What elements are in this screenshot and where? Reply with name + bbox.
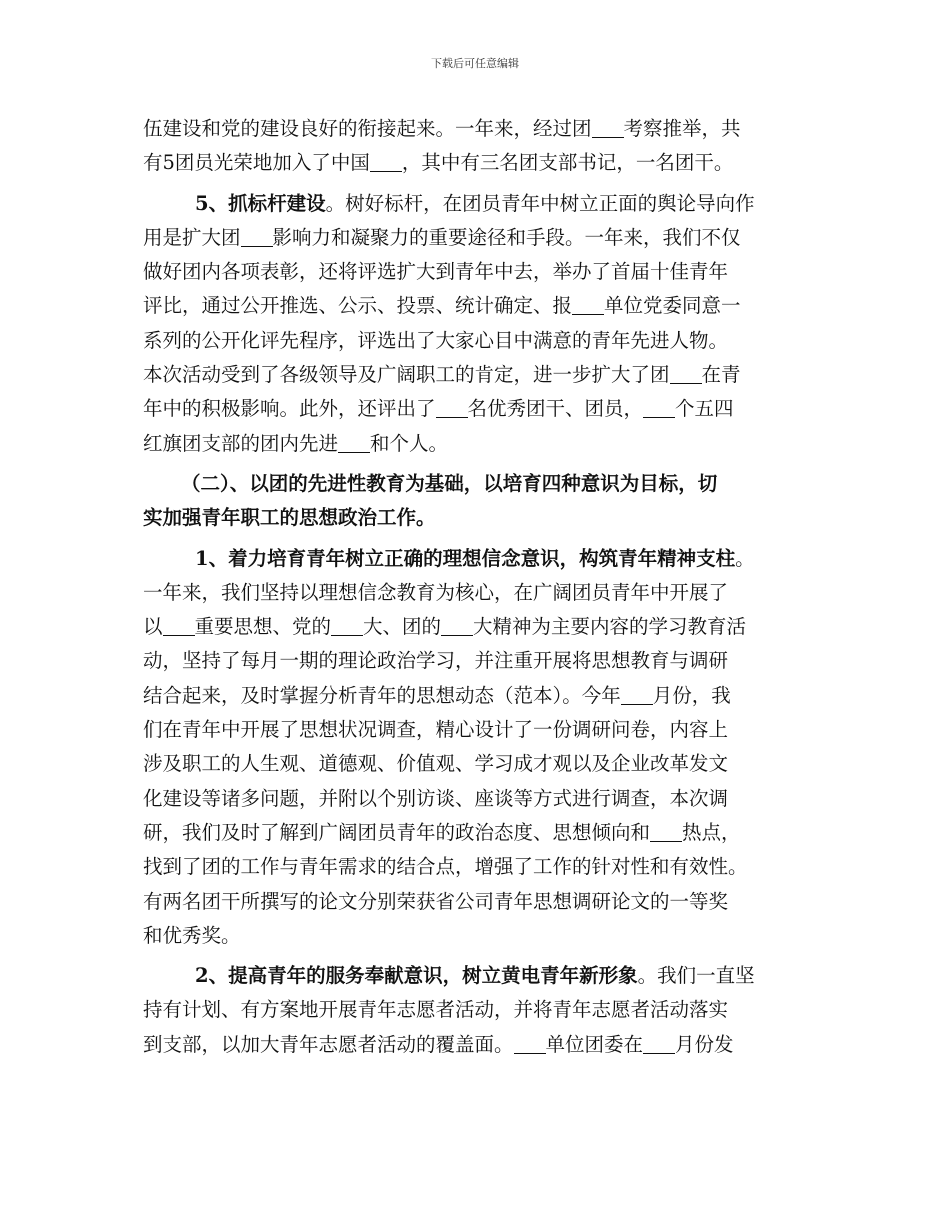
paragraph-ideals — [143, 542, 809, 954]
text-line — [143, 644, 809, 678]
heading-line: （二）、以团的先进性教育为基础，以培育四种意识为目标，切 — [181, 471, 718, 495]
paragraph-benchmark — [143, 187, 809, 461]
blank-underline — [441, 617, 473, 636]
text-line — [143, 885, 809, 919]
text-run: 和个人。 — [370, 431, 449, 455]
blank-underline — [643, 399, 675, 418]
page-header-note: 下载后可任意编辑 — [431, 57, 519, 70]
text-run: 动，坚持了每月一期的理论政治学习，并注重开展将思想教育与调研 — [143, 649, 729, 673]
text-run: 考察推举，共 — [623, 117, 741, 140]
text-run: 找到了团的工作与青年需求的结合点，增强了工作的针对性和有效性。 — [143, 855, 748, 879]
text-line — [143, 713, 809, 747]
text-run: 伍建设和党的建设良好的衔接起来。一年来，经过团 — [143, 117, 592, 140]
document-body — [143, 112, 809, 1068]
text-run: 年中的积极影响。此外，还评出了 — [143, 397, 436, 421]
heading-line: 实加强青年职工的思想政治工作。 — [143, 506, 436, 530]
text-run: 有两名团干所撰写的论文分别荣获省公司青年思想调研论文的一等奖 — [143, 889, 729, 913]
text-run: 重要思想、党的 — [194, 615, 332, 639]
text-line — [143, 679, 809, 713]
text-line — [143, 324, 809, 358]
text-run: 和优秀奖。 — [143, 923, 241, 947]
text-run: 红旗团支部的团内先进 — [143, 431, 339, 455]
text-run: 个五四 — [675, 397, 734, 421]
text-run: 一年来，我们坚持以理想信念教育为核心，在广阔团员青年中开展了 — [143, 580, 729, 604]
text-run: 名优秀团干、团员， — [467, 397, 644, 421]
text-line — [143, 959, 809, 993]
text-run: 有5团员光荣地加入了中国 — [143, 151, 370, 175]
blank-underline — [592, 119, 624, 138]
text-run: 单位党委同意一 — [604, 294, 741, 318]
text-line — [143, 392, 809, 426]
blank-underline — [436, 399, 468, 418]
paragraph-lead: 5、抓标杆建设 — [195, 191, 326, 215]
paragraph-lead: 2、提高青年的服务奉献意识，树立黄电青年新形象 — [195, 964, 638, 988]
text-line — [143, 255, 809, 289]
text-run: 单位团委在 — [545, 1032, 644, 1056]
text-run: 做好团内各项表彰，还将评选扩大到青年中去，举办了首届十佳青年 — [143, 260, 729, 284]
paragraph-service — [143, 959, 809, 1062]
text-line — [143, 919, 809, 953]
text-run: 到支部，以加大青年志愿者活动的覆盖面。 — [143, 1032, 514, 1056]
text-line — [143, 427, 809, 461]
blank-underline — [331, 617, 363, 636]
text-run: 月份，我 — [652, 683, 731, 707]
text-run: 大、团的 — [363, 615, 442, 639]
text-run: 以 — [143, 615, 163, 639]
text-run: 评比，通过公开推选、公示、投票、统计确定、报 — [143, 294, 573, 318]
text-run: 热点， — [682, 820, 741, 844]
text-line — [143, 747, 809, 781]
text-run: 化建设等诸多问题，并附以个别访谈、座谈等方式进行调查，本次调 — [143, 786, 729, 810]
text-line — [143, 850, 809, 884]
text-run: 本次活动受到了各级领导及广阔职工的肯定，进一步扩大了团 — [143, 363, 670, 387]
text-run: 。 — [735, 546, 755, 570]
text-run: 在青 — [701, 363, 741, 387]
text-line — [143, 610, 809, 644]
paragraph-lead: 1、着力培育青年树立正确的理想信念意识，构筑青年精神支柱 — [195, 546, 736, 570]
blank-underline — [670, 365, 702, 384]
blank-underline — [163, 617, 195, 636]
text-run: 大精神为主要内容的学习教育活 — [473, 615, 747, 639]
text-run: ，其中有三名团支部书记，一名团干。 — [401, 151, 734, 175]
text-run: 月份发 — [675, 1032, 734, 1056]
text-line — [143, 816, 809, 850]
text-run: 持有计划、有方案地开展青年志愿者活动，并将青年志愿者活动落实 — [143, 998, 729, 1022]
blank-underline — [621, 686, 653, 705]
blank-underline — [370, 153, 402, 172]
text-run: 结合起来，及时掌握分析青年的思想动态（范本）。今年 — [143, 683, 621, 707]
text-line — [143, 221, 809, 255]
text-line — [143, 289, 809, 323]
text-line — [143, 576, 809, 610]
text-line — [143, 993, 809, 1027]
text-line — [143, 112, 809, 146]
text-run: 们在青年中开展了思想状况调查，精心设计了一份调研问卷，内容上 — [143, 718, 729, 742]
text-run: 。我们一直坚 — [637, 964, 755, 988]
blank-underline — [650, 823, 682, 842]
text-run: 用是扩大团 — [143, 225, 241, 249]
text-run: 涉及职工的人生观、道德观、价值观、学习成才观以及企业改革发文 — [143, 752, 729, 776]
blank-underline — [572, 296, 604, 315]
text-run: 。树好标杆，在团员青年中树立正面的舆论导向作 — [325, 191, 755, 215]
text-line — [143, 358, 809, 392]
text-line — [143, 187, 809, 221]
blank-underline — [338, 434, 370, 453]
text-line — [143, 542, 809, 576]
section-heading — [143, 467, 809, 536]
text-line — [143, 1028, 809, 1062]
text-line — [143, 146, 809, 180]
text-run: 系列的公开化评先程序，评选出了大家心目中满意的青年先进人物。 — [143, 328, 729, 352]
blank-underline — [643, 1035, 675, 1054]
text-line — [143, 782, 809, 816]
text-run: 影响力和凝聚力的重要途径和手段。一年来，我们不仅 — [272, 225, 741, 249]
paragraph-continuation — [143, 112, 809, 181]
blank-underline — [241, 228, 273, 247]
blank-underline — [514, 1035, 546, 1054]
text-run: 研，我们及时了解到广阔团员青年的政治态度、思想倾向和 — [143, 820, 651, 844]
